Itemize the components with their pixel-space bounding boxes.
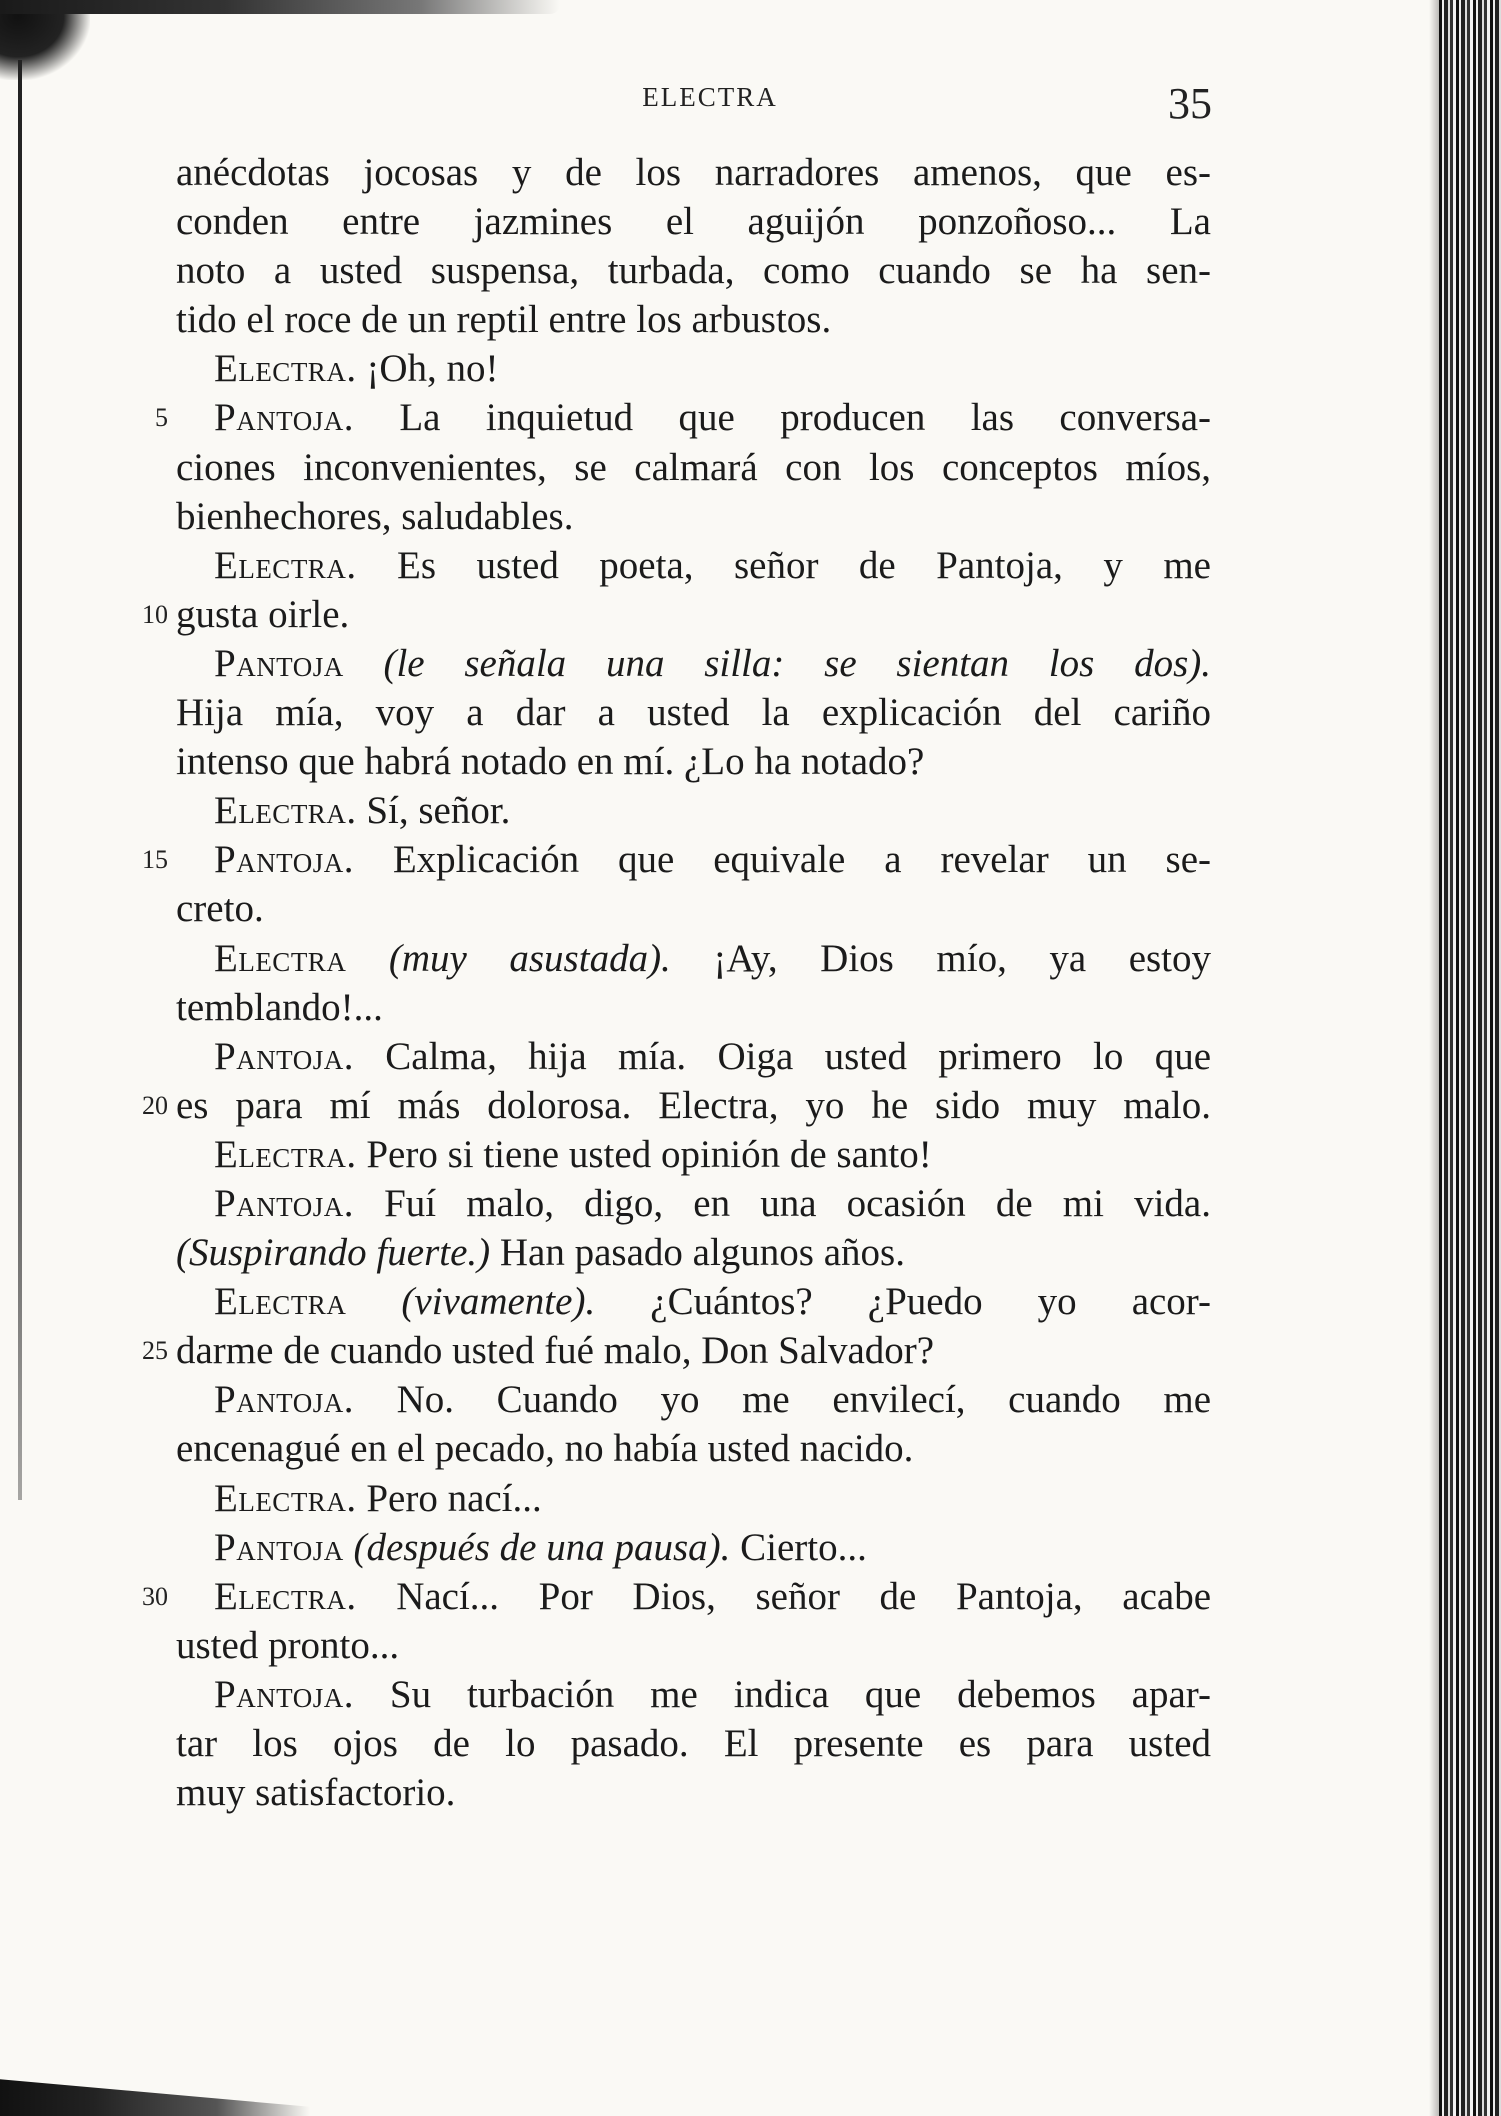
text-line bbox=[176, 1228, 1211, 1277]
text-line bbox=[176, 295, 1211, 344]
line-text: tar los ojos de lo pasado. El presente es para usted bbox=[176, 1722, 1211, 1765]
line-content bbox=[176, 344, 1211, 393]
text-line bbox=[176, 1424, 1211, 1473]
line-text: Explicación que equivale a revelar un se- bbox=[392, 838, 1211, 882]
line-content bbox=[176, 1032, 1211, 1081]
text-line bbox=[176, 737, 1211, 786]
line-content bbox=[176, 197, 1211, 246]
line-text: ciones inconvenientes, se calmará con los conceptos míos, bbox=[176, 445, 1211, 489]
line-text: creto. bbox=[176, 887, 264, 931]
line-content bbox=[176, 934, 1211, 983]
text-line bbox=[176, 786, 1211, 835]
text-line bbox=[176, 1768, 1211, 1817]
line-text: tido el roce de un reptil entre los arbustos. bbox=[176, 298, 832, 342]
text-line bbox=[176, 1375, 1211, 1424]
line-content bbox=[176, 1277, 1211, 1326]
line-text: conden entre jazmines el aguijón ponzoñoso... La bbox=[176, 200, 1211, 244]
text-line bbox=[176, 148, 1211, 197]
line-text: ¡Oh, no! bbox=[366, 347, 499, 391]
line-content bbox=[176, 1670, 1211, 1719]
line-number: 30 bbox=[142, 1581, 168, 1611]
line-content bbox=[176, 443, 1211, 492]
line-text: darme de cuando usted fué malo, Don Salvador? bbox=[176, 1329, 935, 1373]
line-content bbox=[176, 786, 1211, 835]
line-content bbox=[176, 737, 1211, 786]
line-text: Calma, hija mía. Oiga usted primero lo que bbox=[385, 1034, 1212, 1078]
line-content bbox=[176, 1768, 1211, 1817]
line-text: ¡Ay, Dios mío, ya estoy bbox=[713, 936, 1212, 980]
line-text: gusta oirle. bbox=[176, 592, 350, 636]
speaker-name: Pantoja. bbox=[214, 1181, 354, 1225]
speaker-name: Pantoja. bbox=[214, 1672, 354, 1716]
scan-shadow-left-edge bbox=[18, 60, 22, 1500]
line-content bbox=[176, 639, 1211, 688]
text-line bbox=[176, 884, 1211, 933]
text-line bbox=[176, 1032, 1211, 1081]
speaker-name: Pantoja. bbox=[214, 396, 354, 440]
text-line bbox=[176, 443, 1211, 492]
speaker-name: Pantoja. bbox=[214, 838, 354, 882]
line-content bbox=[176, 1523, 1211, 1572]
line-content bbox=[176, 884, 1211, 933]
speaker-name: Pantoja bbox=[214, 641, 344, 685]
line-content bbox=[176, 1228, 1211, 1277]
text-block bbox=[142, 148, 1212, 1817]
line-content bbox=[176, 1424, 1211, 1473]
line-number: 5 bbox=[155, 403, 168, 433]
line-text: Cierto... bbox=[740, 1525, 867, 1569]
line-text: Pero nací... bbox=[366, 1476, 542, 1520]
speaker-name: Pantoja. bbox=[214, 1378, 354, 1422]
line-number: 10 bbox=[142, 599, 168, 629]
line-text: Pero si tiene usted opinión de santo! bbox=[366, 1132, 932, 1176]
line-text: Su turbación me indica que debemos apar- bbox=[389, 1672, 1212, 1716]
line-content bbox=[176, 590, 1211, 639]
text-line bbox=[176, 1670, 1211, 1719]
line-text: Fuí malo, digo, en una ocasión de mi vida. bbox=[384, 1181, 1211, 1225]
line-content bbox=[176, 1326, 1211, 1375]
text-line bbox=[176, 541, 1211, 590]
line-content bbox=[176, 1081, 1211, 1130]
text-line bbox=[142, 1081, 1211, 1130]
stage-direction: (después de una pausa). bbox=[353, 1525, 731, 1569]
speaker-name: Electra. bbox=[214, 543, 357, 587]
line-content bbox=[176, 1179, 1211, 1228]
book-binding-edge bbox=[1439, 0, 1501, 2116]
line-content bbox=[176, 1719, 1211, 1768]
text-line bbox=[176, 1277, 1211, 1326]
text-line bbox=[176, 197, 1211, 246]
line-text: La inquietud que producen las conversa- bbox=[399, 396, 1212, 440]
line-text: muy satisfactorio. bbox=[176, 1771, 456, 1815]
text-line bbox=[176, 1179, 1211, 1228]
speaker-name: Electra. bbox=[214, 1476, 357, 1520]
scan-shadow-top bbox=[0, 0, 560, 14]
stage-direction: (le señala una silla: se sientan los dos). bbox=[383, 641, 1211, 685]
speaker-name: Pantoja. bbox=[214, 1034, 354, 1078]
stage-direction: (Suspirando fuerte.) bbox=[176, 1231, 491, 1275]
text-line bbox=[142, 835, 1211, 884]
line-text: Nací... Por Dios, señor de Pantoja, acabe bbox=[396, 1574, 1212, 1618]
speaker-name: Electra. bbox=[214, 1574, 357, 1618]
line-text: intenso que habrá notado en mí. ¿Lo ha notado? bbox=[176, 740, 925, 784]
text-line bbox=[176, 1621, 1211, 1670]
line-text: es para mí más dolorosa. Electra, yo he sido muy malo. bbox=[176, 1083, 1211, 1127]
line-text: temblando!... bbox=[176, 985, 383, 1029]
text-line bbox=[142, 1326, 1211, 1375]
line-text: noto a usted suspensa, turbada, como cuando se ha sen- bbox=[176, 249, 1211, 293]
speaker-name: Electra. bbox=[214, 789, 357, 833]
line-content bbox=[176, 148, 1211, 197]
line-content bbox=[176, 983, 1211, 1032]
line-text: Hija mía, voy a dar a usted la explicación del cariño bbox=[176, 691, 1211, 735]
text-line bbox=[176, 1719, 1211, 1768]
text-line bbox=[142, 1572, 1212, 1621]
page-number: 35 bbox=[1168, 79, 1212, 128]
text-line bbox=[155, 393, 1212, 442]
line-content bbox=[176, 1130, 1211, 1179]
text-line bbox=[176, 639, 1211, 688]
text-line bbox=[176, 934, 1211, 983]
speaker-name: Electra. bbox=[214, 1132, 357, 1176]
running-head: ELECTRA bbox=[642, 82, 778, 112]
text-line bbox=[176, 983, 1211, 1032]
line-number: 15 bbox=[142, 845, 168, 875]
line-content bbox=[176, 246, 1211, 295]
line-text: bienhechores, saludables. bbox=[176, 494, 574, 538]
text-line bbox=[176, 1523, 1211, 1572]
line-text: ¿Cuántos? ¿Puedo yo acor- bbox=[650, 1280, 1212, 1324]
binding-shadow bbox=[1429, 0, 1439, 2116]
speaker-name: Pantoja bbox=[214, 1525, 344, 1569]
line-content bbox=[176, 393, 1211, 442]
line-content bbox=[176, 541, 1211, 590]
line-text: Han pasado algunos años. bbox=[499, 1231, 905, 1275]
speaker-name: Electra. bbox=[214, 347, 357, 391]
line-text: anécdotas jocosas y de los narradores amenos, que es- bbox=[176, 151, 1211, 194]
line-content bbox=[176, 1474, 1211, 1523]
line-text: encenagué en el pecado, no había usted nacido. bbox=[176, 1427, 914, 1471]
line-content bbox=[176, 688, 1211, 737]
text-line bbox=[176, 688, 1211, 737]
line-content bbox=[176, 295, 1211, 344]
stage-direction: (vivamente). bbox=[401, 1280, 596, 1324]
stage-direction: (muy asustada). bbox=[388, 936, 671, 980]
line-text: usted pronto... bbox=[176, 1623, 400, 1667]
text-line bbox=[176, 246, 1211, 295]
line-content bbox=[176, 1621, 1211, 1670]
line-content bbox=[176, 1572, 1211, 1621]
speaker-name: Electra bbox=[214, 1280, 347, 1324]
line-number: 20 bbox=[142, 1090, 168, 1120]
text-line bbox=[176, 1474, 1211, 1523]
scan-shadow-bottom bbox=[0, 2070, 310, 2116]
line-content bbox=[176, 1375, 1211, 1424]
line-number: 25 bbox=[142, 1336, 168, 1366]
text-line bbox=[142, 590, 1211, 639]
text-line bbox=[176, 344, 1211, 393]
text-line bbox=[176, 492, 1211, 541]
line-content bbox=[176, 492, 1211, 541]
text-line bbox=[176, 1130, 1211, 1179]
line-text: No. Cuando yo me envilecí, cuando me bbox=[396, 1378, 1212, 1422]
line-text: Es usted poeta, señor de Pantoja, y me bbox=[397, 543, 1211, 587]
line-text: Sí, señor. bbox=[366, 789, 511, 833]
line-content bbox=[176, 835, 1211, 884]
speaker-name: Electra bbox=[214, 936, 347, 980]
